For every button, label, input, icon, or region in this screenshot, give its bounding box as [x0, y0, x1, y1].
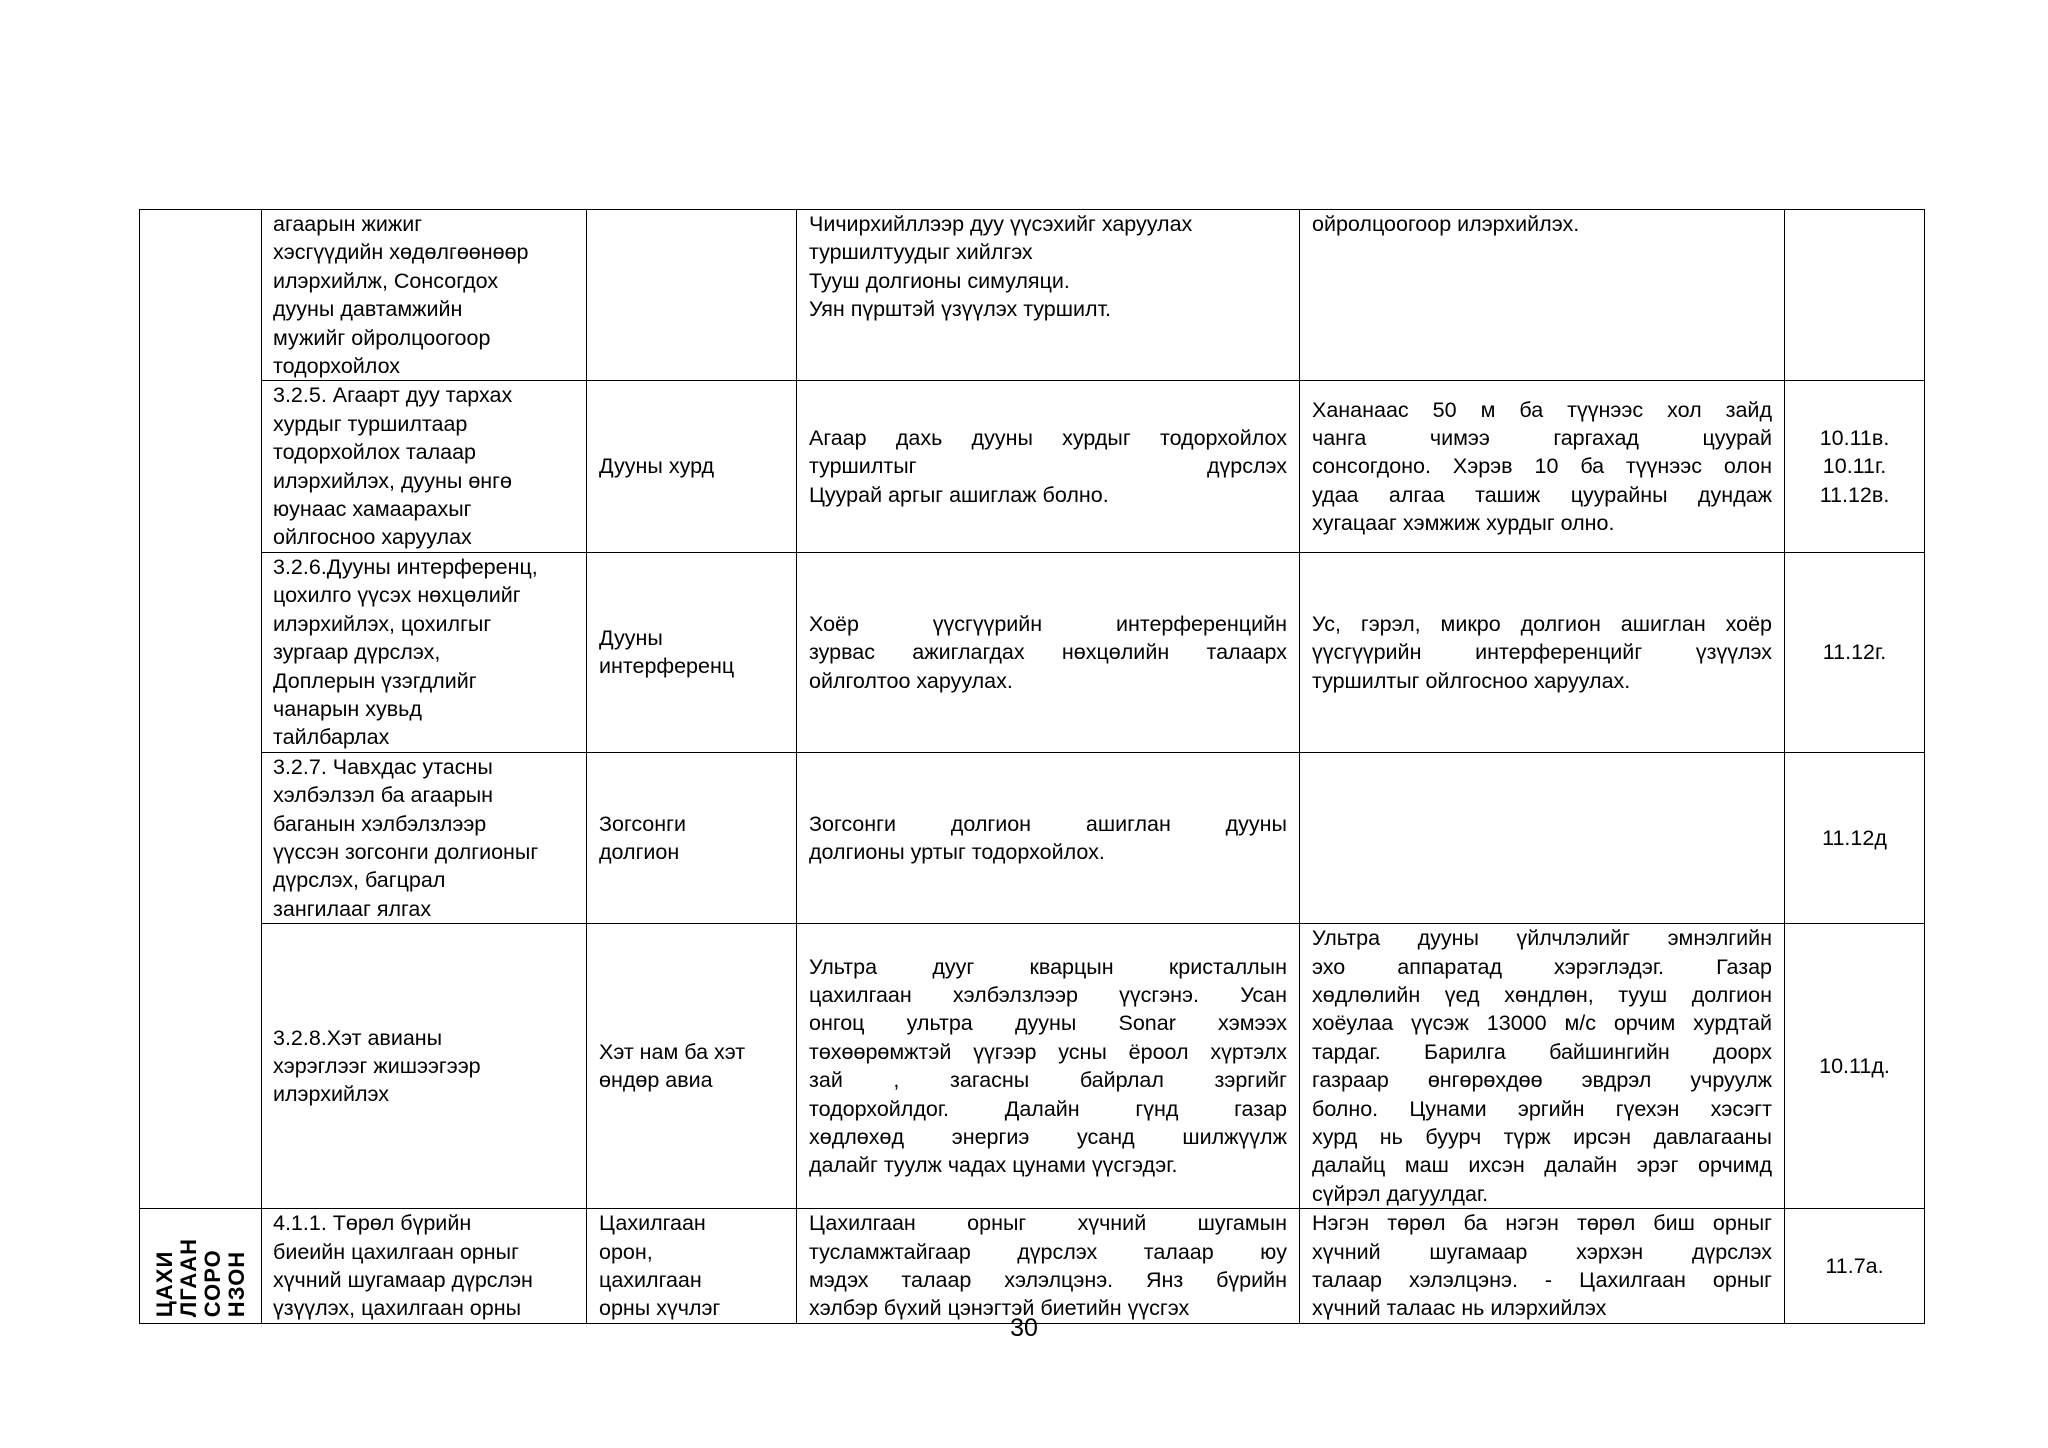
cell-line: хэрэглээг жишээгээр	[273, 1053, 481, 1078]
cell-line: 10.11г.	[1822, 454, 1887, 479]
cell-line: Цахилгаан орныг хүчний шугамын	[809, 1211, 1287, 1236]
cell-line: үзүүлэх, цахилгаан орны	[273, 1296, 522, 1321]
cell-line: хэлбэр бүхий цэнэгтэй биетийн үүсгэх	[809, 1296, 1190, 1321]
cell-line: хөдлөлийн үед хөндлөн, тууш долгион	[1312, 982, 1772, 1007]
cell-line: тодорхойлдог. Далайн гүнд газар	[809, 1096, 1287, 1121]
assessment-cell	[1300, 752, 1785, 923]
cell-line: Чичирхийллээр дуу үүсэхийг харуулах	[809, 212, 1193, 236]
cell-line: Уян пүрштэй үзүүлэх туршилт.	[809, 297, 1112, 322]
topic-cell	[587, 924, 797, 1209]
cell-line: үүссэн зогсонги долгионыг	[273, 839, 539, 864]
cell-line: зай , загасны байрлал зэргийг	[809, 1068, 1287, 1093]
cell-line: зангилааг ялгах	[273, 896, 432, 921]
cell-line: туршилтыг дүрслэх	[809, 454, 1287, 479]
objective-cell	[262, 381, 587, 552]
topic-cell	[587, 752, 797, 923]
table-row	[140, 552, 1925, 752]
code-cell	[1785, 924, 1925, 1209]
assessment-cell	[1300, 1209, 1785, 1324]
table-row	[140, 1209, 1925, 1324]
cell-line: тодорхойлох талаар	[273, 440, 476, 465]
cell-line: туршилтуудыг хийлгэх	[809, 240, 1033, 265]
cell-line: Агаар дахь дууны хурдыг тодорхойлох	[809, 426, 1287, 451]
cell-line: онгоц ультра дууны Sonar хэмээх	[809, 1011, 1287, 1036]
cell-line: хөдлөхөд энергиэ усанд шилжүүлж	[809, 1125, 1287, 1149]
cell-line: Хоёр үүсгүүрийн интерференцийн	[809, 611, 1287, 636]
cell-line: хүчний шугамаар хэрхэн дүрслэх	[1312, 1239, 1772, 1264]
cell-line: цохилго үүсэх нөхцөлийг	[273, 583, 521, 608]
cell-line: Доплерын үзэгдлийг	[273, 668, 477, 693]
strand-label	[153, 1238, 249, 1317]
assessment-cell	[1300, 552, 1785, 752]
cell-line: агаарын жижиг	[273, 212, 423, 236]
cell-line: эхо аппаратад хэрэглэдэг. Газар	[1312, 954, 1772, 979]
cell-line: мэдэх талаар хэлэлцэнэ. Янз бүрийн	[809, 1268, 1287, 1293]
cell-line: Дууны	[599, 625, 663, 650]
activity-cell	[797, 381, 1300, 552]
cell-line: долгионы уртыг тодорхойлох.	[809, 839, 1105, 864]
assessment-cell	[1300, 210, 1785, 381]
cell-line: удаа алгаа ташиж цуурайны дундаж	[1312, 482, 1772, 507]
cell-line: цахилгаан хэлбэлзлээр үүсгэнэ. Усан	[809, 982, 1287, 1007]
cell-line: Нэгэн төрөл ба нэгэн төрөл биш орныг	[1312, 1211, 1772, 1236]
cell-line: интерференц	[599, 654, 735, 679]
curriculum-table	[139, 209, 1925, 1324]
cell-line: 11.12д	[1822, 825, 1887, 850]
cell-line: тардаг. Барилга байшингийн доорх	[1312, 1039, 1772, 1064]
cell-line: илэрхийлэх, дууны өнгө	[273, 468, 512, 493]
cell-line: тодорхойлох	[273, 354, 401, 379]
cell-line: талаар хэлэлцэнэ. - Цахилгаан орныг	[1312, 1268, 1772, 1293]
cell-line: төхөөрөмжтэй үүгээр усны ёроол хүртэлх	[809, 1039, 1287, 1064]
cell-line: сонсогдоно. Хэрэв 10 ба түүнээс олон	[1312, 454, 1772, 479]
cell-line: 10.11в.	[1819, 426, 1890, 451]
cell-line: сүйрэл дагуулдаг.	[1312, 1181, 1489, 1206]
cell-line: илэрхийлж, Сонсогдох	[273, 268, 499, 293]
objective-cell	[262, 210, 587, 381]
cell-line: орны хүчлэг	[599, 1296, 721, 1321]
cell-line: 10.11д.	[1819, 1053, 1890, 1078]
cell-line: далайг туулж чадах цунами үүсгэдэг.	[809, 1153, 1178, 1178]
topic-cell	[587, 552, 797, 752]
cell-line: хоёулаа үүсэж 13000 м/с орчим хурдтай	[1312, 1011, 1772, 1036]
cell-line: Ультра дууг кварцын кристаллын	[809, 954, 1287, 979]
objective-cell	[262, 924, 587, 1209]
cell-line: 3.2.7. Чавхдас утасны	[273, 754, 493, 779]
activity-cell	[797, 924, 1300, 1209]
cell-line: Хэт нам ба хэт	[599, 1039, 746, 1064]
objective-cell	[262, 552, 587, 752]
cell-line: үүсгүүрийн интерференцийг үзүүлэх	[1312, 640, 1772, 665]
objective-cell	[262, 1209, 587, 1324]
objective-cell	[262, 752, 587, 923]
cell-line: хурдыг туршилтаар	[273, 411, 468, 436]
topic-cell	[587, 1209, 797, 1324]
cell-line: хүчний талаас нь илэрхийлэх	[1312, 1296, 1607, 1321]
code-cell	[1785, 1209, 1925, 1324]
page-number: 30	[1010, 1314, 1038, 1342]
cell-line: туршилтыг ойлгосноо харуулах.	[1312, 668, 1631, 693]
cell-line: илэрхийлэх	[273, 1082, 390, 1107]
table-row	[140, 752, 1925, 923]
cell-line: зурвас ажиглагдах нөхцөлийн талаарх	[809, 640, 1287, 665]
cell-line: хэсгүүдийн хөдөлгөөнөөр	[273, 240, 529, 265]
strand-label-line: НЗОН	[223, 1250, 249, 1317]
cell-line: 11.12г.	[1822, 640, 1887, 665]
code-cell	[1785, 552, 1925, 752]
cell-line: Дууны хурд	[599, 454, 715, 479]
cell-line: Ус, гэрэл, микро долгион ашиглан хоёр	[1312, 611, 1772, 636]
cell-line: чанарын хувьд	[273, 696, 422, 721]
cell-line: мужийг ойролцоогоор	[273, 325, 491, 350]
cell-line: Тууш долгионы симуляци.	[809, 268, 1070, 293]
cell-line: газраар өнгөрөхдөө эвдрэл учруулж	[1312, 1068, 1772, 1093]
cell-line: тусламжтайгаар дүрслэх талаар юу	[809, 1239, 1287, 1264]
table-row	[140, 381, 1925, 552]
cell-line: Цахилгаан	[599, 1211, 706, 1236]
cell-line: Хананаас 50 м ба түүнээс хол зайд	[1312, 397, 1772, 422]
cell-line: тайлбарлах	[273, 725, 390, 750]
table-row	[140, 924, 1925, 1209]
cell-line: Ультра дууны үйлчлэлийг эмнэлгийн	[1312, 926, 1772, 951]
cell-line: далайц маш ихсэн далайн эрэг орчимд	[1312, 1153, 1772, 1178]
cell-line: зургаар дүрслэх,	[273, 640, 441, 665]
code-cell	[1785, 210, 1925, 381]
cell-line: орон,	[599, 1239, 653, 1264]
cell-line: өндөр авиа	[599, 1068, 713, 1093]
activity-cell	[797, 752, 1300, 923]
cell-line: ойролцоогоор илэрхийлэх.	[1312, 212, 1580, 236]
cell-line: 3.2.8.Хэт авианы	[273, 1025, 443, 1050]
code-cell	[1785, 381, 1925, 552]
cell-line: хэлбэлзэл ба агаарын	[273, 783, 494, 808]
table-row	[140, 210, 1925, 381]
strand-label-line: ЦАХИ	[151, 1250, 177, 1317]
cell-line: долгион	[599, 839, 680, 864]
strand-label-line: ЛГААН	[175, 1237, 201, 1317]
cell-line: хугацааг хэмжиж хурдыг олно.	[1312, 511, 1615, 536]
strand-label-cell	[140, 1209, 262, 1324]
cell-line: илэрхийлэх, цохилгыг	[273, 611, 492, 636]
cell-line: 3.2.6.Дууны интерференц,	[273, 554, 538, 579]
topic-cell	[587, 210, 797, 381]
cell-line: Цуурай аргыг ашиглаж болно.	[809, 482, 1109, 507]
cell-line: 11.12в.	[1819, 482, 1890, 507]
cell-line: чанга чимээ гаргахад цуурай	[1312, 426, 1772, 451]
cell-line: биеийн цахилгаан орныг	[273, 1239, 519, 1264]
topic-cell	[587, 381, 797, 552]
cell-line: Зогсонги долгион ашиглан дууны	[809, 811, 1287, 836]
code-cell	[1785, 752, 1925, 923]
cell-line: ойлголтоо харуулах.	[809, 668, 1013, 693]
cell-line: юунаас хамаарахыг	[273, 497, 472, 522]
cell-line: цахилгаан	[599, 1268, 702, 1293]
cell-line: Зогсонги	[599, 811, 686, 836]
cell-line: 11.7а.	[1825, 1253, 1884, 1278]
cell-line: хурд нь буурч түрж ирсэн давлагааны	[1312, 1125, 1772, 1149]
activity-cell	[797, 552, 1300, 752]
activity-cell	[797, 210, 1300, 381]
assessment-cell	[1300, 381, 1785, 552]
activity-cell	[797, 1209, 1300, 1324]
assessment-cell	[1300, 924, 1785, 1209]
cell-line: дууны давтамжийн	[273, 297, 463, 322]
strand-label-line: СОРО	[199, 1248, 225, 1317]
cell-line: болно. Цунами эргийн гүехэн хэсэгт	[1312, 1096, 1772, 1121]
cell-line: дүрслэх, багцрал	[273, 868, 446, 893]
strand-cell	[140, 210, 262, 1209]
cell-line: ойлгосноо харуулах	[273, 525, 472, 550]
cell-line: баганын хэлбэлзлээр	[273, 811, 487, 836]
cell-line: 4.1.1. Төрөл бүрийн	[273, 1211, 472, 1236]
cell-line: 3.2.5. Агаарт дуу тархах	[273, 383, 513, 408]
cell-line: хүчний шугамаар дүрслэн	[273, 1268, 533, 1293]
